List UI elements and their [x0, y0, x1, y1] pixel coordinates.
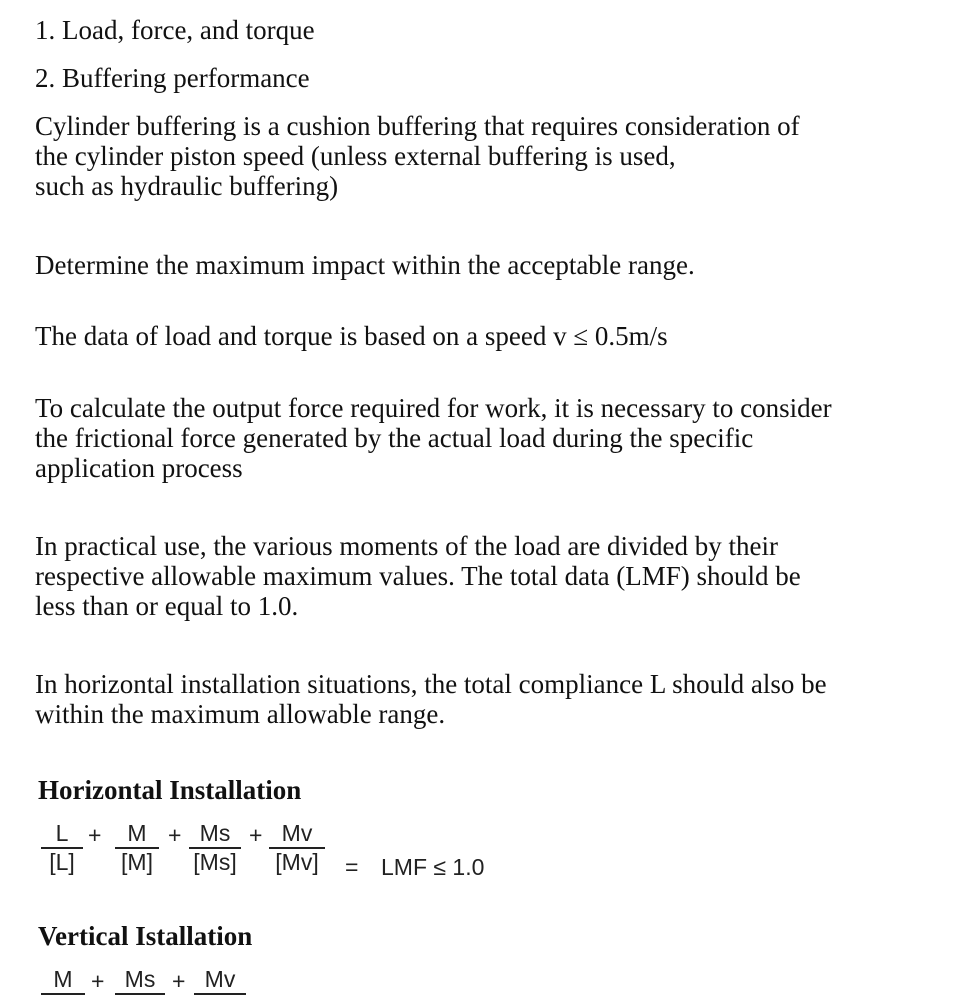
horizontal-installation-heading: Horizontal Installation: [38, 775, 302, 805]
fraction-ms: [189, 820, 241, 876]
paragraph-practical-use: [35, 531, 935, 621]
paragraph-line: the frictional force generated by the actual load during the specific: [35, 423, 754, 453]
horizontal-lmf-formula: [39, 820, 519, 884]
paragraph-maximum-impact: [35, 250, 935, 280]
paragraph-line: In practical use, the various moments of the load are divided by their: [35, 531, 779, 561]
fraction-l: [41, 820, 83, 876]
paragraph-line: within the maximum allowable range.: [35, 699, 446, 729]
paragraph-line: The data of load and torque is based on a speed v ≤ 0.5m/s: [35, 321, 668, 351]
paragraph-line: less than or equal to 1.0.: [35, 591, 299, 621]
paragraph-line: respective allowable maximum values. The total data (LMF) should be: [35, 561, 801, 591]
paragraph-line: such as hydraulic buffering): [35, 171, 339, 201]
denominator: [Ms]: [193, 849, 237, 875]
paragraph-line: To calculate the output force required for work, it is necessary to consider: [35, 393, 832, 423]
vertical-installation-heading: Vertical Istallation: [38, 921, 253, 951]
paragraph-output-force: [35, 393, 935, 483]
fraction-mv: [194, 966, 246, 995]
numerator: Ms: [115, 966, 165, 995]
list-item-buffering-performance: 2. Buffering performance: [35, 63, 310, 93]
numerator: Mv: [269, 820, 325, 849]
denominator: [L]: [49, 849, 75, 875]
plus-sign: +: [88, 822, 102, 848]
paragraph-line: Cylinder buffering is a cushion buffering that requires consideration of: [35, 111, 800, 141]
fraction-ms: [115, 966, 165, 995]
denominator: [Mv]: [275, 849, 319, 875]
paragraph-speed-limit: [35, 321, 935, 351]
fraction-m: [41, 966, 85, 995]
paragraph-line: the cylinder piston speed (unless external buffering is used,: [35, 141, 676, 171]
paragraph-cylinder-buffering: [35, 111, 935, 201]
plus-sign: +: [91, 968, 105, 994]
vertical-lmf-formula: [39, 966, 339, 1000]
plus-sign: +: [168, 822, 182, 848]
numerator: Ms: [189, 820, 241, 849]
plus-sign: +: [249, 822, 263, 848]
fraction-m: [115, 820, 159, 876]
denominator: [M]: [121, 849, 153, 875]
numerator: L: [41, 820, 83, 849]
plus-sign: +: [172, 968, 186, 994]
paragraph-horizontal-note: [35, 669, 935, 729]
paragraph-line: In horizontal installation situations, the total compliance L should also be: [35, 669, 827, 699]
lmf-result: LMF ≤ 1.0: [381, 854, 485, 880]
fraction-mv: [269, 820, 325, 876]
paragraph-line: application process: [35, 453, 243, 483]
numerator: Mv: [194, 966, 246, 995]
list-item-load-force-torque: 1. Load, force, and torque: [35, 15, 315, 45]
numerator: M: [41, 966, 85, 995]
paragraph-line: Determine the maximum impact within the acceptable range.: [35, 250, 695, 280]
equals-sign: =: [345, 854, 359, 880]
numerator: M: [115, 820, 159, 849]
